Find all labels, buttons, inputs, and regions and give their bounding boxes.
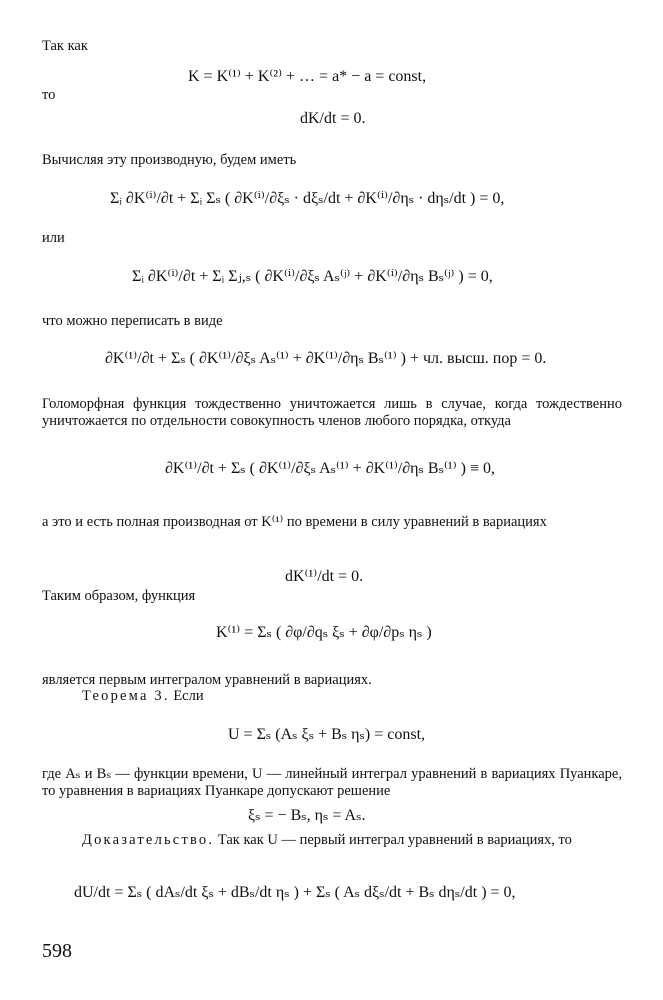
text-line-4: или <box>42 230 65 246</box>
equation-6: ∂K⁽¹⁾/∂t + Σₛ ( ∂K⁽¹⁾/∂ξₛ Aₛ⁽¹⁾ + ∂K⁽¹⁾/∂ηₛ Bₛ⁽¹⁾ ) ≡ 0, <box>165 460 495 477</box>
text-line-9: является первым интегралом уравнений в вариациях. <box>42 672 372 688</box>
theorem-title: Теорема 3. <box>82 688 170 704</box>
text-line-1: Так как <box>42 38 88 54</box>
proof-title: Доказательство. <box>82 832 215 848</box>
equation-10: ξₛ = − Bₛ, ηₛ = Aₛ. <box>248 807 366 824</box>
theorem-lead: Если <box>173 688 204 704</box>
theorem-line <box>82 688 204 705</box>
text-line-5: что можно переписать в виде <box>42 313 223 329</box>
equation-11: dU/dt = Σₛ ( dAₛ/dt ξₛ + dBₛ/dt ηₛ ) + Σₛ ( Aₛ dξₛ/dt + Bₛ dηₛ/dt ) = 0, <box>74 884 516 901</box>
text-paragraph-3: где Aₛ и Bₛ — функции времени, U — линейный интеграл уравнений в вариациях Пуанкаре, то уравнения в вариациях Пуанкаре допускают решение <box>42 766 622 799</box>
proof-text: Так как U — первый интеграл уравнений в вариациях, то <box>217 832 572 848</box>
text-line-3: Вычисляя эту производную, будем иметь <box>42 152 297 168</box>
equation-4: Σᵢ ∂K⁽ⁱ⁾/∂t + Σᵢ Σⱼ,ₛ ( ∂K⁽ⁱ⁾/∂ξₛ Aₛ⁽ʲ⁾ + ∂K⁽ⁱ⁾/∂ηₛ Bₛ⁽ʲ⁾ ) = 0, <box>132 268 493 285</box>
proof-paragraph <box>42 832 622 849</box>
equation-9: U = Σₛ (Aₛ ξₛ + Bₛ ηₛ) = const, <box>228 726 426 743</box>
text-line-8: Таким образом, функция <box>42 588 196 604</box>
equation-2: dK/dt = 0. <box>300 110 366 127</box>
text-paragraph-2: а это и есть полная производная от K⁽¹⁾ по времени в силу уравнений в вариациях <box>42 514 547 530</box>
equation-3: Σᵢ ∂K⁽ⁱ⁾/∂t + Σᵢ Σₛ ( ∂K⁽ⁱ⁾/∂ξₛ · dξₛ/dt + ∂K⁽ⁱ⁾/∂ηₛ · dηₛ/dt ) = 0, <box>110 190 505 207</box>
text-line-2: то <box>42 87 56 103</box>
equation-8: K⁽¹⁾ = Σₛ ( ∂φ/∂qₛ ξₛ + ∂φ/∂pₛ ηₛ ) <box>216 624 432 641</box>
equation-1: K = K⁽¹⁾ + K⁽²⁾ + … = a* − a = const, <box>188 68 427 85</box>
page-number: 598 <box>42 940 72 962</box>
text-paragraph-1: Голоморфная функция тождественно уничтожается лишь в случае, когда тождественно уничтожается по отдельности совокупность членов любого порядка, откуда <box>42 396 622 429</box>
equation-7: dK⁽¹⁾/dt = 0. <box>285 568 364 585</box>
equation-5: ∂K⁽¹⁾/∂t + Σₛ ( ∂K⁽¹⁾/∂ξₛ Aₛ⁽¹⁾ + ∂K⁽¹⁾/∂ηₛ Bₛ⁽¹⁾ ) + чл. высш. пор = 0. <box>105 350 547 367</box>
